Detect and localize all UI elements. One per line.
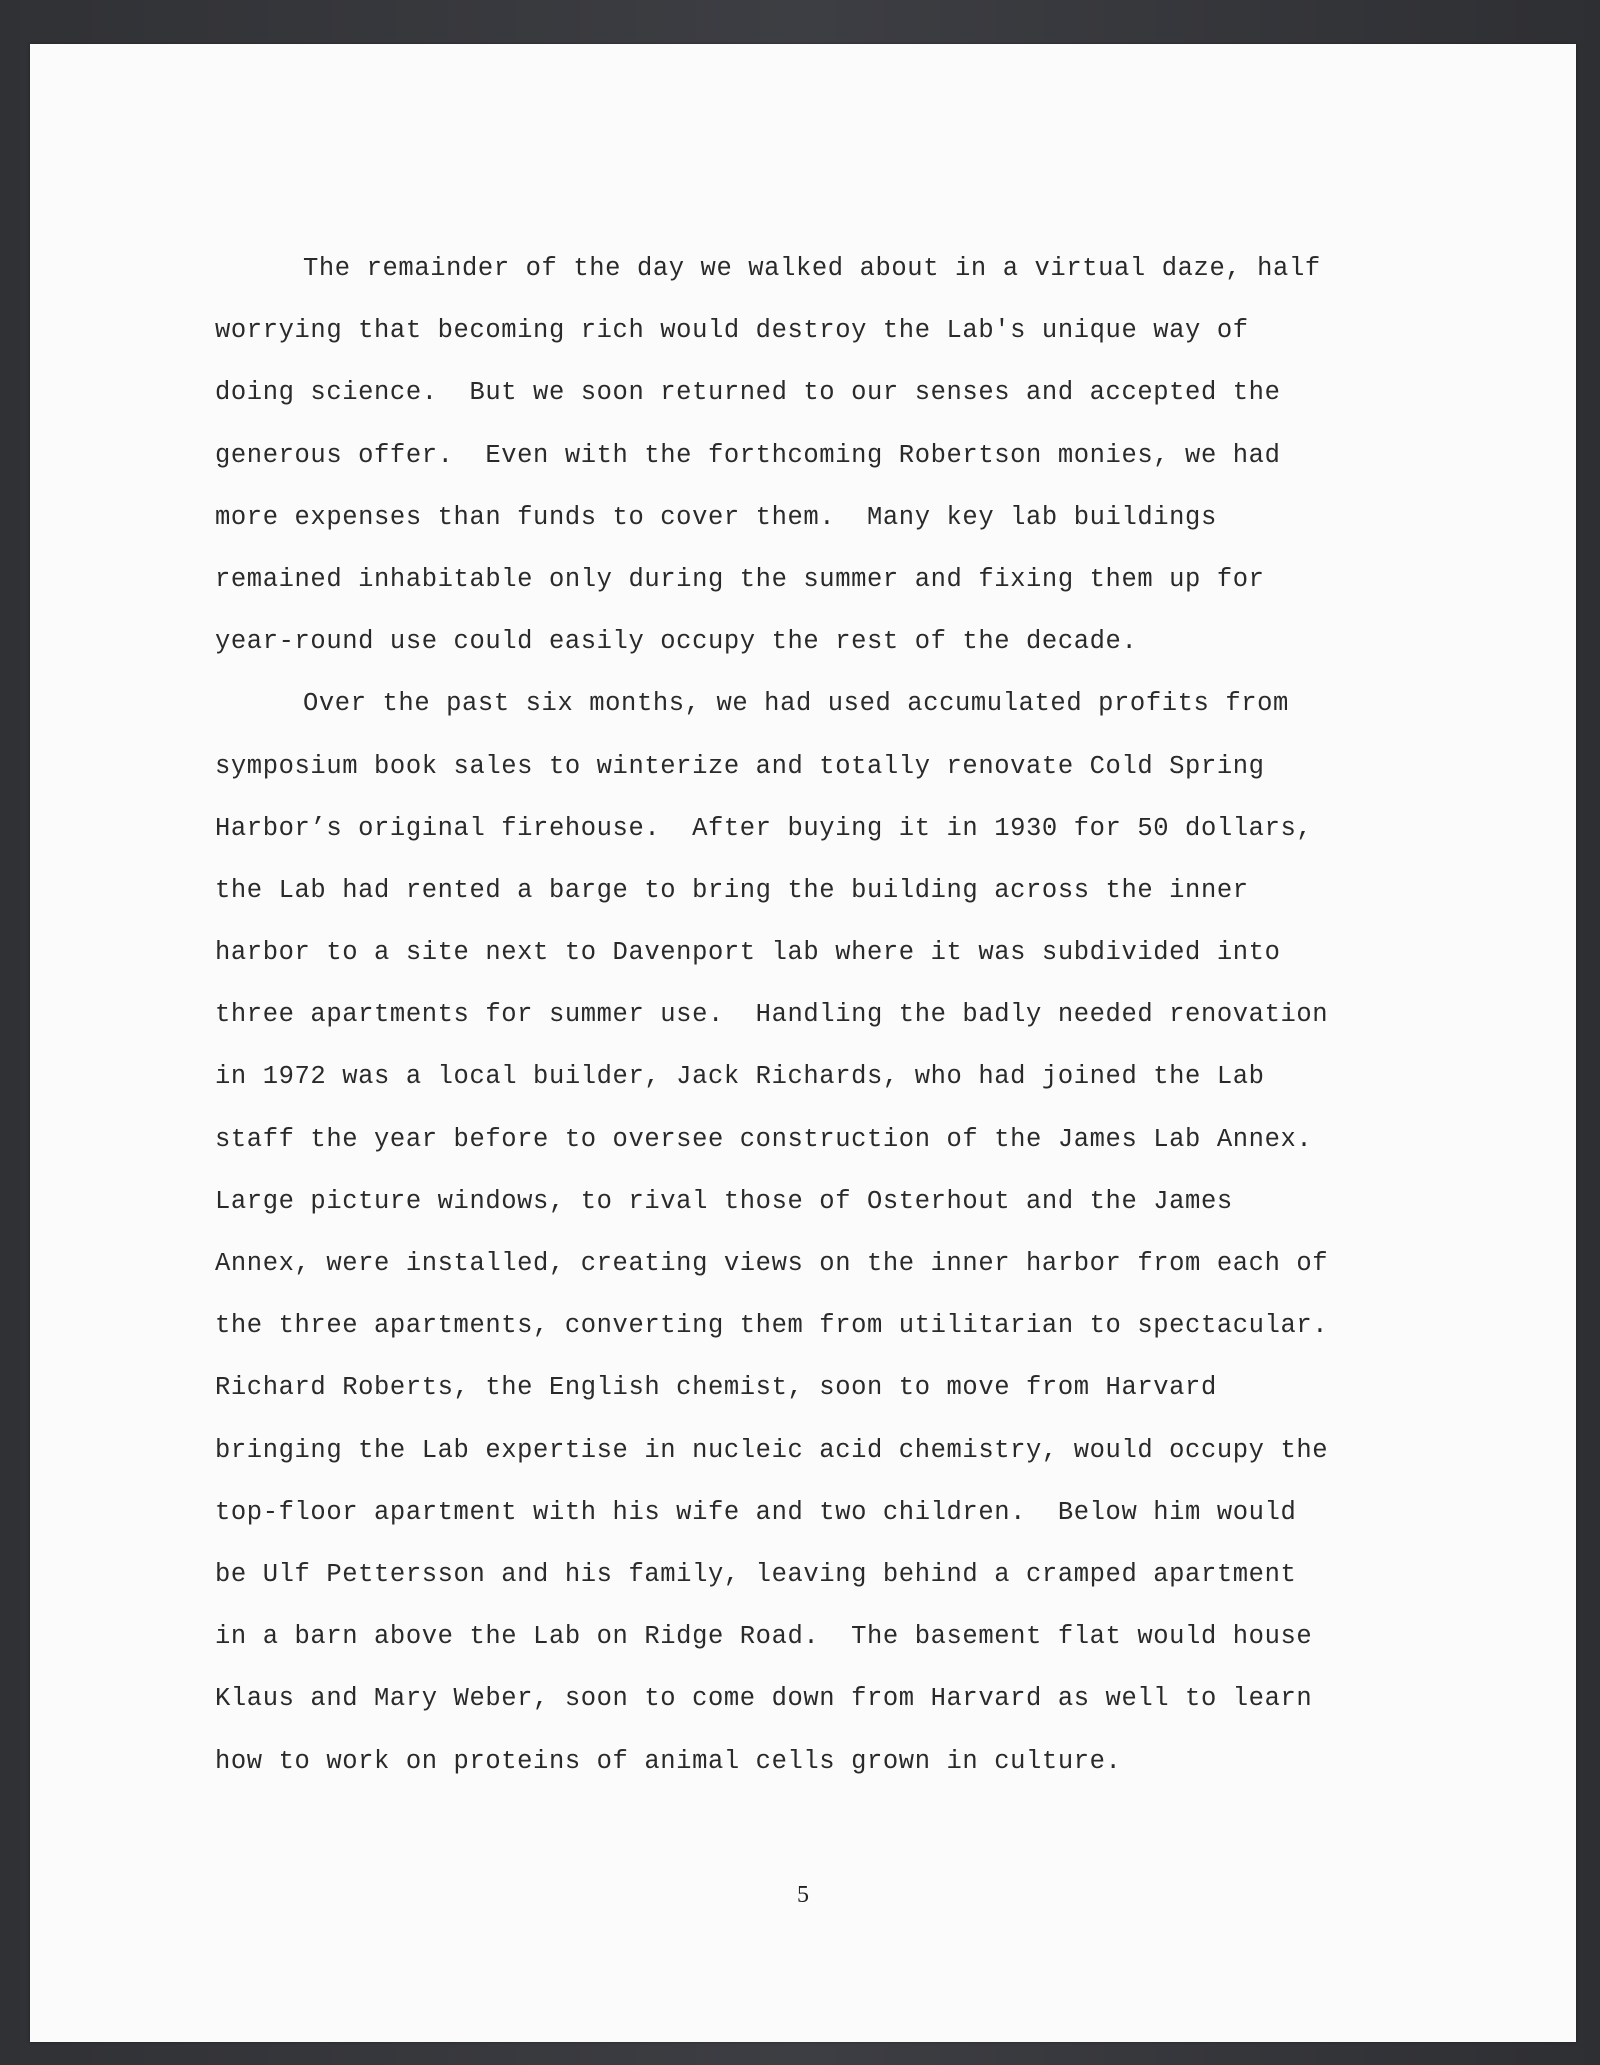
paragraph-2-line-6: three apartments for summer use. Handling the badly needed renovation bbox=[215, 1000, 1329, 1030]
page-number: 5 bbox=[797, 1882, 809, 1908]
body-text bbox=[215, 238, 1435, 1793]
paragraph-2-line-1: Over the past six months, we had used accumulated profits from bbox=[303, 689, 1289, 719]
paragraph-2-line-7: in 1972 was a local builder, Jack Richards, who had joined the Lab bbox=[215, 1062, 1265, 1092]
paragraph-1-line-5: more expenses than funds to cover them. Many key lab buildings bbox=[215, 502, 1217, 532]
paragraph-2-line-16: in a barn above the Lab on Ridge Road. The basement flat would house bbox=[215, 1622, 1313, 1652]
document-page bbox=[30, 44, 1576, 2042]
paragraph-1-line-3: doing science. But we soon returned to our senses and accepted the bbox=[215, 378, 1281, 408]
paragraph-2-line-18: how to work on proteins of animal cells grown in culture. bbox=[215, 1746, 1122, 1776]
paragraph-2-line-3: Harbor’s original firehouse. After buying it in 1930 for 50 dollars, bbox=[215, 813, 1313, 843]
paragraph-2-line-14: top-floor apartment with his wife and two children. Below him would bbox=[215, 1497, 1297, 1527]
paragraph-2-line-12: Richard Roberts, the English chemist, soon to move from Harvard bbox=[215, 1373, 1217, 1403]
paragraph-1-line-4: generous offer. Even with the forthcoming Robertson monies, we had bbox=[215, 440, 1281, 470]
paragraph-1-line-7: year-round use could easily occupy the rest of the decade. bbox=[215, 627, 1138, 657]
paragraph-2-line-4: the Lab had rented a barge to bring the building across the inner bbox=[215, 875, 1249, 905]
paragraph-2-line-8: staff the year before to oversee construction of the James Lab Annex. bbox=[215, 1124, 1313, 1154]
paragraph-2-line-9: Large picture windows, to rival those of Osterhout and the James bbox=[215, 1186, 1233, 1216]
paragraph-2-line-13: bringing the Lab expertise in nucleic acid chemistry, would occupy the bbox=[215, 1435, 1329, 1465]
paragraph-2-line-11: the three apartments, converting them from utilitarian to spectacular. bbox=[215, 1311, 1329, 1341]
paragraph-1-line-1: The remainder of the day we walked about in a virtual daze, half bbox=[303, 254, 1321, 283]
paragraph-2-line-10: Annex, were installed, creating views on the inner harbor from each of bbox=[215, 1249, 1329, 1278]
paragraph-2-line-15: be Ulf Pettersson and his family, leaving behind a cramped apartment bbox=[215, 1559, 1297, 1589]
paragraph-1-line-2: worrying that becoming rich would destroy the Lab's unique way of bbox=[215, 316, 1249, 346]
paragraph-2-line-17: Klaus and Mary Weber, soon to come down from Harvard as well to learn bbox=[215, 1684, 1313, 1714]
paragraph-1-line-6: remained inhabitable only during the summer and fixing them up for bbox=[215, 564, 1265, 594]
paragraph-2-line-2: symposium book sales to winterize and totally renovate Cold Spring bbox=[215, 751, 1265, 781]
paragraph-2-line-5: harbor to a site next to Davenport lab where it was subdivided into bbox=[215, 938, 1281, 968]
